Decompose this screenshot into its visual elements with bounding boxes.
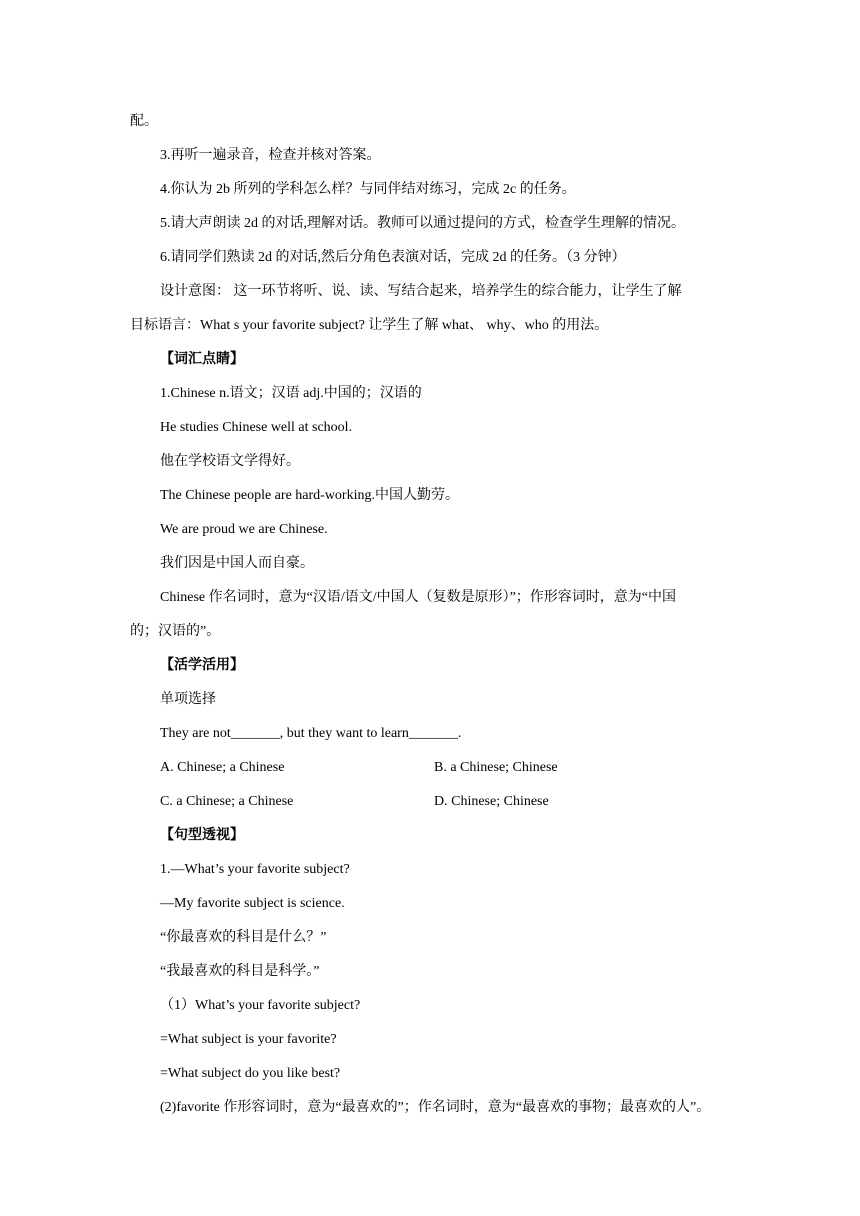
text-line: （1）What’s your favorite subject? xyxy=(160,998,361,1013)
text-line: 他在学校语文学得好。 xyxy=(160,454,300,469)
text-line: “你最喜欢的科目是什么？” xyxy=(160,930,327,945)
text-line: 3.再听一遍录音，检查并核对答案。 xyxy=(160,148,381,163)
question-line: They are not_______, but they want to learn_______. xyxy=(160,726,462,741)
text-line: “我最喜欢的科目是科学。” xyxy=(160,964,320,979)
text-line: 6.请同学们熟读 2d 的对话,然后分角色表演对话，完成 2d 的任务。（3 分钟） xyxy=(160,250,626,265)
section-heading: 【活学活用】 xyxy=(160,658,244,673)
text-line: =What subject is your favorite? xyxy=(160,1032,337,1047)
text-line: 我们因是中国人而自豪。 xyxy=(160,556,314,571)
section-heading: 【词汇点睛】 xyxy=(160,352,244,367)
option-b: B. a Chinese; Chinese xyxy=(434,760,558,775)
text-line: 设计意图： 这一环节将听、说、读、写结合起来，培养学生的综合能力，让学生了解 xyxy=(160,284,682,299)
option-row xyxy=(160,792,740,812)
text-line: 目标语言：What s your favorite subject? 让学生了解 what、 why、who 的用法。 xyxy=(130,318,609,333)
option-row xyxy=(160,758,740,778)
text-line: Chinese 作名词时，意为“汉语/语文/中国人（复数是原形）”；作形容词时，意为“中国 xyxy=(160,590,677,605)
text-line: 配。 xyxy=(130,114,158,129)
text-line: 1.—What’s your favorite subject? xyxy=(160,862,350,877)
text-line: 4.你认为 2b 所列的学科怎么样？与同伴结对练习，完成 2c 的任务。 xyxy=(160,182,576,197)
text-line: The Chinese people are hard-working.中国人勤劳。 xyxy=(160,488,459,503)
text-line: We are proud we are Chinese. xyxy=(160,522,328,537)
option-a: A. Chinese; a Chinese xyxy=(160,760,285,775)
option-d: D. Chinese; Chinese xyxy=(434,794,549,809)
text-line: —My favorite subject is science. xyxy=(160,896,345,911)
option-c: C. a Chinese; a Chinese xyxy=(160,794,294,809)
text-line: 的；汉语的”。 xyxy=(130,624,221,639)
section-heading: 【句型透视】 xyxy=(160,828,244,843)
text-line: He studies Chinese well at school. xyxy=(160,420,353,435)
text-line: 单项选择 xyxy=(160,692,216,707)
text-line: 1.Chinese n.语文；汉语 adj.中国的；汉语的 xyxy=(160,386,422,401)
text-line: =What subject do you like best? xyxy=(160,1066,341,1081)
text-line: (2)favorite 作形容词时，意为“最喜欢的”；作名词时，意为“最喜欢的事物；最喜欢的人”。 xyxy=(160,1100,711,1115)
text-line: 5.请大声朗读 2d 的对话,理解对话。教师可以通过提问的方式，检查学生理解的情况。 xyxy=(160,216,685,231)
